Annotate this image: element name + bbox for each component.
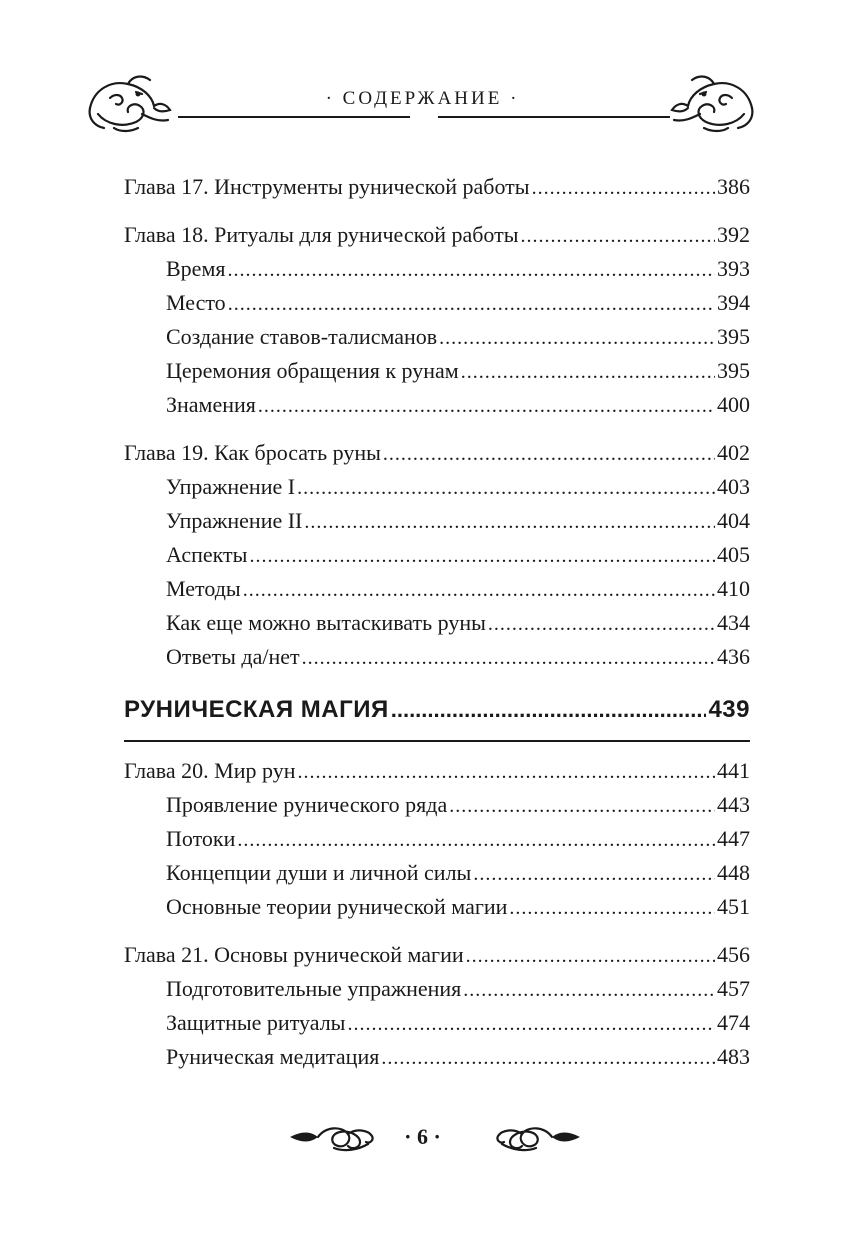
- toc-entry-label: Глава 21. Основы рунической магии: [124, 941, 464, 967]
- toc-page-number: 441: [717, 757, 750, 783]
- toc-entry-label: Упражнение I: [166, 474, 296, 499]
- toc-entry-section[interactable]: [124, 252, 750, 286]
- toc-page-number: 474: [717, 1009, 750, 1035]
- toc-page-number: 393: [717, 256, 750, 281]
- toc-page-number: 394: [717, 290, 750, 315]
- header-rule-right: [438, 116, 670, 118]
- dot-leader: [249, 539, 715, 573]
- toc-page-number: 457: [717, 975, 750, 1001]
- dot-leader: [298, 755, 716, 789]
- dot-leader: [466, 939, 715, 973]
- part-divider: [124, 740, 750, 742]
- toc-page-number: 392: [717, 222, 750, 247]
- toc-entry-chapter-19[interactable]: [124, 436, 750, 470]
- dot-leader: [383, 437, 715, 471]
- toc-page-number: 410: [717, 576, 750, 601]
- dot-leader: [532, 171, 715, 205]
- toc-page-number: 436: [717, 644, 750, 669]
- toc-page-number: 395: [717, 358, 750, 383]
- toc-entry-label: Защитные ритуалы: [166, 1009, 346, 1035]
- dot-leader: [449, 789, 715, 823]
- toc-entry-section[interactable]: [124, 504, 750, 538]
- dot-leader: [391, 688, 707, 732]
- dot-leader: [302, 641, 715, 675]
- dot-leader: [237, 823, 715, 857]
- dot-leader: [243, 573, 715, 607]
- toc-entry-chapter-18[interactable]: [124, 218, 750, 252]
- toc-entry-label: Церемония обращения к рунам: [166, 358, 459, 383]
- toc-entry-section[interactable]: [124, 320, 750, 354]
- toc-entry-section[interactable]: [124, 822, 750, 856]
- dot-leader: [228, 287, 715, 321]
- dot-leader: [473, 857, 715, 891]
- toc-page-number: 456: [717, 941, 750, 967]
- dot-leader: [258, 389, 715, 423]
- dot-leader: [227, 253, 715, 287]
- toc-entry-label: Основные теории рунической магии: [166, 893, 508, 919]
- toc-entry-label: Как еще можно вытаскивать руны: [166, 610, 486, 635]
- toc-entry-label: Глава 19. Как бросать руны: [124, 440, 381, 465]
- toc-page-number: 439: [708, 696, 750, 723]
- dot-leader: [461, 355, 715, 389]
- knot-ornament-right-icon: [486, 1122, 582, 1152]
- toc-entry-section[interactable]: [124, 606, 750, 640]
- toc-page-number: 448: [717, 859, 750, 885]
- dot-leader: [304, 505, 715, 539]
- toc-page-number: 483: [717, 1043, 750, 1069]
- toc-entry-section[interactable]: [124, 788, 750, 822]
- page-footer: [0, 1118, 845, 1158]
- toc-entry-section[interactable]: [124, 972, 750, 1006]
- toc-entry-label: Глава 17. Инструменты рунической работы: [124, 174, 530, 199]
- toc-entry-label: Методы: [166, 576, 241, 601]
- toc-entry-label: Подготовительные упражнения: [166, 975, 462, 1001]
- toc-page-number: 395: [717, 324, 750, 349]
- toc-entry-label: Место: [166, 290, 226, 315]
- toc-entry-section[interactable]: [124, 890, 750, 924]
- toc-entry-section[interactable]: [124, 354, 750, 388]
- toc-page-number: 404: [717, 508, 750, 533]
- page-number: · 6 ·: [404, 1124, 441, 1149]
- dot-leader: [297, 471, 715, 505]
- toc-entry-section[interactable]: [124, 286, 750, 320]
- dot-leader: [381, 1041, 715, 1075]
- toc-entry-part[interactable]: [124, 688, 750, 732]
- toc-entry-label: Создание ставов-талисманов: [166, 324, 438, 349]
- toc-page-number: 402: [717, 440, 750, 465]
- toc-page-number: 443: [717, 791, 750, 817]
- toc-page-number: 447: [717, 825, 750, 851]
- toc-entry-label: Упражнение II: [166, 508, 303, 533]
- toc-entry-chapter-20[interactable]: [124, 754, 750, 788]
- toc-page-number: 400: [717, 392, 750, 417]
- toc-entry-label: Глава 20. Мир рун: [124, 757, 296, 783]
- toc-entry-label: Ответы да/нет: [166, 644, 300, 669]
- toc-entry-section[interactable]: [124, 470, 750, 504]
- toc-entry-label: Глава 18. Ритуалы для рунической работы: [124, 222, 519, 247]
- toc-entry-section[interactable]: [124, 1006, 750, 1040]
- dragon-ornament-right-icon: [668, 68, 758, 134]
- toc-entry-label: Знамения: [166, 392, 256, 417]
- toc-page-number: 405: [717, 542, 750, 567]
- dot-leader: [521, 219, 715, 253]
- toc-entry-label: Аспекты: [166, 542, 248, 567]
- toc-part-label: РУНИЧЕСКАЯ МАГИЯ: [124, 696, 389, 723]
- toc-entry-section[interactable]: [124, 856, 750, 890]
- toc-entry-section[interactable]: [124, 388, 750, 422]
- toc-entry-section[interactable]: [124, 572, 750, 606]
- dot-leader: [463, 973, 715, 1007]
- toc-entry-label: Руническая медитация: [166, 1043, 380, 1069]
- dot-leader: [488, 607, 715, 641]
- toc-page-number: 451: [717, 893, 750, 919]
- header-rule-left: [178, 116, 410, 118]
- dot-leader: [439, 321, 715, 355]
- toc-page-number: 403: [717, 474, 750, 499]
- toc-entry-label: Время: [166, 256, 226, 281]
- table-of-contents: [124, 170, 750, 1074]
- toc-entry-label: Потоки: [166, 825, 236, 851]
- toc-entry-section[interactable]: [124, 640, 750, 674]
- toc-page-number: 386: [717, 174, 750, 199]
- dot-leader: [509, 891, 715, 925]
- page-header: [0, 0, 845, 140]
- toc-entry-section[interactable]: [124, 1040, 750, 1074]
- toc-entry-section[interactable]: [124, 538, 750, 572]
- toc-entry-label: Проявление рунического ряда: [166, 791, 448, 817]
- toc-page-number: 434: [717, 610, 750, 635]
- page-title: · СОДЕРЖАНИЕ ·: [325, 88, 520, 109]
- toc-entry-chapter-21[interactable]: [124, 938, 750, 972]
- toc-entry-label: Концепции души и личной силы: [166, 859, 472, 885]
- toc-entry-chapter-17[interactable]: [124, 170, 750, 204]
- dot-leader: [347, 1007, 715, 1041]
